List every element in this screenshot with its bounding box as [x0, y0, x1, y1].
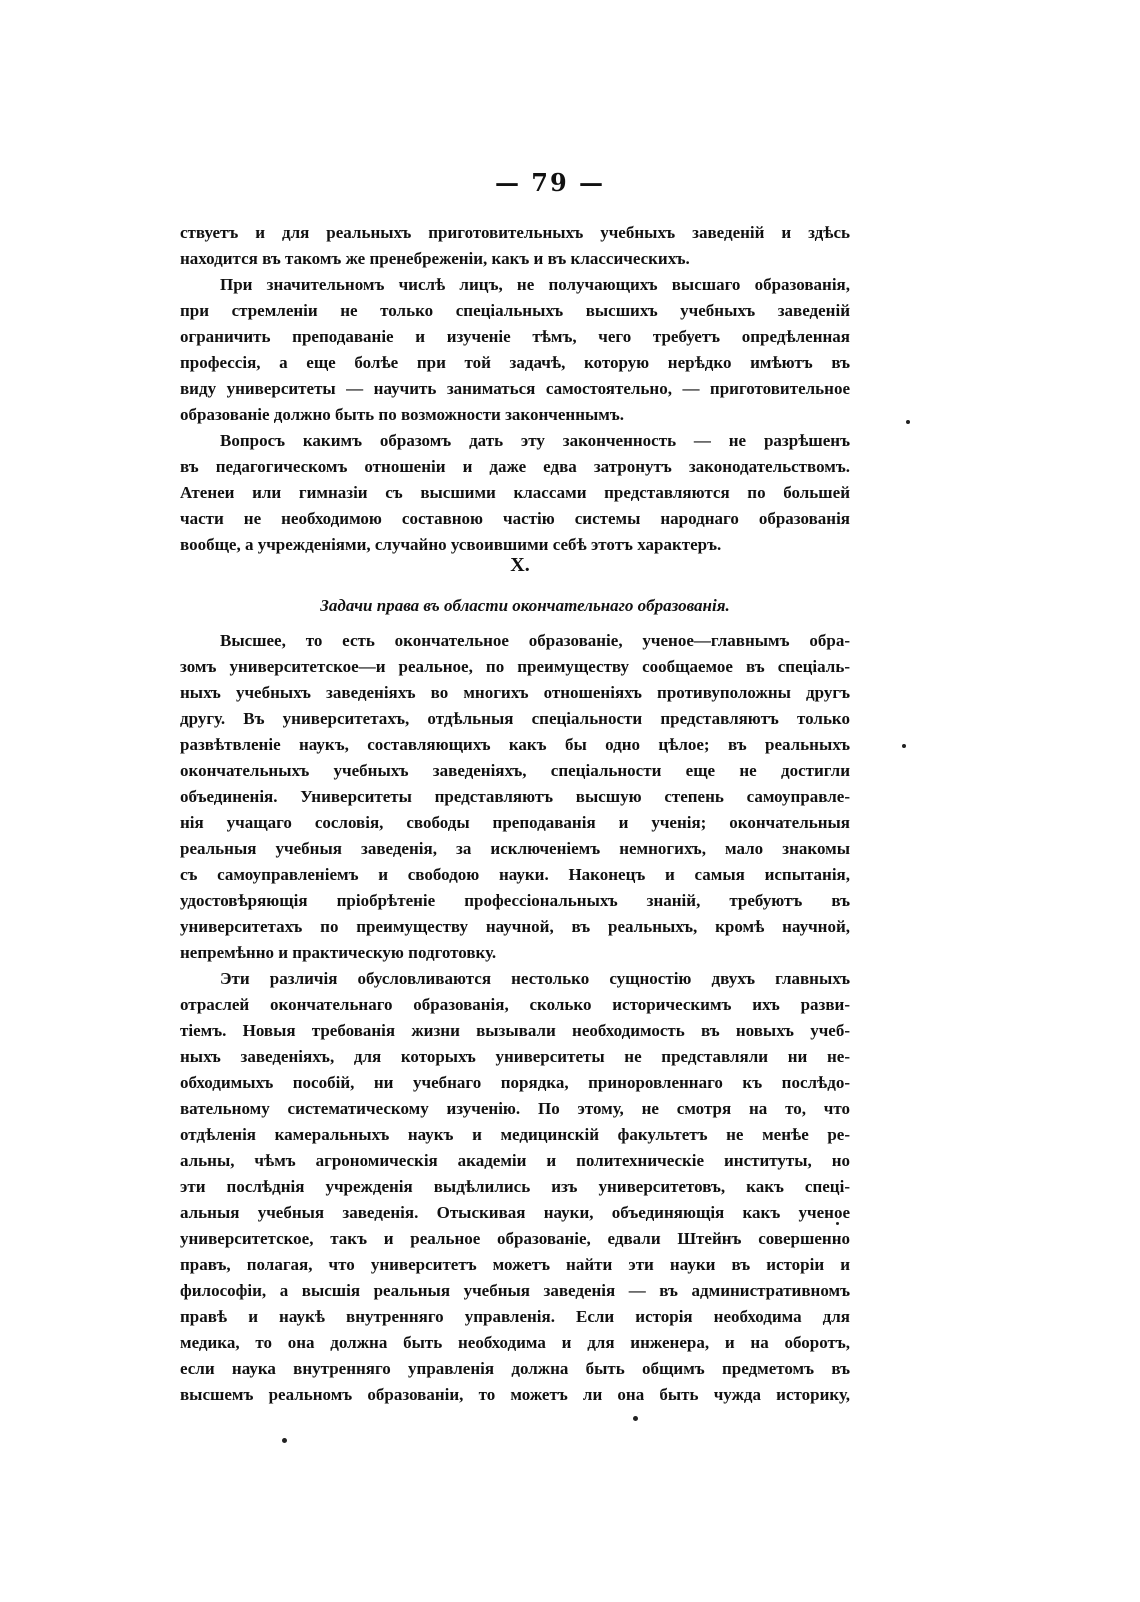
text-line: если наука внутренняго управленія должна быть общимъ предметомъ въ — [180, 1359, 850, 1378]
text-line: вообще, а учрежденіями, случайно усвоившими себѣ этотъ характеръ. — [180, 535, 722, 554]
text-line: другу. Въ университетахъ, отдѣльныя спеціальности представляютъ только — [180, 709, 850, 728]
scan-speck — [633, 1416, 638, 1421]
text-line: Эти различія обусловливаются нестолько сущностію двухъ главныхъ — [220, 969, 850, 988]
text-line: альны, чѣмъ агрономическія академіи и политехническіе институты, но — [180, 1151, 850, 1170]
scan-speck — [282, 1438, 287, 1443]
section-number: X. — [510, 554, 530, 576]
paragraph — [180, 628, 850, 966]
paragraph — [180, 966, 850, 1408]
scan-speck — [836, 1222, 839, 1225]
text-line: При значительномъ числѣ лицъ, не получающихъ высшаго образованія, — [220, 275, 850, 294]
text-line: отраслей окончательнаго образованія, сколько историческимъ ихъ разви- — [180, 995, 850, 1014]
text-line: высшемъ реальномъ образованіи, то можетъ ли она быть чужда историку, — [180, 1385, 850, 1404]
text-line: находится въ такомъ же пренебреженіи, какъ и въ классическихъ. — [180, 249, 690, 268]
text-line: образованіе должно быть по возможности законченнымъ. — [180, 405, 625, 424]
text-line: реальныя учебныя заведенія, за исключеніемъ немногихъ, мало знакомы — [180, 839, 850, 858]
paragraph — [180, 220, 850, 272]
text-line: профессія, а еще болѣе при той задачѣ, которую нерѣдко имѣютъ въ — [180, 353, 850, 372]
text-line: ограничить преподаваніе и изученіе тѣмъ, чего требуетъ опредѣленная — [180, 327, 850, 346]
text-line: обходимыхъ пособій, ни учебнаго порядка, приноровленнаго къ послѣдо- — [180, 1073, 850, 1092]
text-line: эти послѣднія учрежденія выдѣлились изъ университетовъ, какъ спеці- — [180, 1177, 850, 1196]
page-number: — 79 — — [494, 168, 606, 197]
paragraph — [180, 428, 850, 558]
text-line: ствуетъ и для реальныхъ приготовительныхъ учебныхъ заведеній и здѣсь — [180, 223, 850, 242]
text-line: при стремленіи не только спеціальныхъ высшихъ учебныхъ заведеній — [180, 301, 850, 320]
text-line: ныхъ заведеніяхъ, для которыхъ университеты не представляли ни не- — [180, 1047, 850, 1066]
text-line: окончательныхъ учебныхъ заведеніяхъ, спеціальности еще не достигли — [180, 761, 850, 780]
scan-speck — [902, 744, 906, 748]
text-line: непремѣнно и практическую подготовку. — [180, 943, 497, 962]
text-line: Вопросъ какимъ образомъ дать эту законченность — не разрѣшенъ — [220, 431, 850, 450]
text-line: виду университеты — научить заниматься самостоятельно, — приготовительное — [180, 379, 850, 398]
intro-text — [180, 220, 850, 558]
text-line: въ педагогическомъ отношеніи и даже едва затронутъ законодательствомъ. — [180, 457, 850, 476]
text-line: отдѣленія камеральныхъ наукъ и медицинскій факультетъ не менѣе ре- — [180, 1125, 850, 1144]
paragraph — [180, 272, 850, 428]
text-line: развѣтвленіе наукъ, составляющихъ какъ бы одно цѣлое; въ реальныхъ — [180, 735, 850, 754]
body-text — [180, 628, 850, 1408]
text-line: нія учащаго сословія, свободы преподаванія и ученія; окончательныя — [180, 813, 850, 832]
section-title: Задачи права въ области окончательнаго образованія. — [320, 596, 730, 615]
text-line: Атенеи или гимназіи съ высшими классами представляются по большей — [180, 483, 850, 502]
scan-speck — [906, 420, 910, 424]
text-line: удостовѣряющія пріобрѣтеніе профессіональныхъ знаній, требуютъ въ — [180, 891, 850, 910]
text-line: вательному систематическому изученію. По этому, не смотря на то, что — [180, 1099, 850, 1118]
text-line: объединенія. Университеты представляютъ высшую степень самоуправле- — [180, 787, 850, 806]
text-line: медика, то она должна быть необходима и для инженера, и на оборотъ, — [180, 1333, 850, 1352]
text-line: университетское, такъ и реальное образованіе, едвали Штейнъ совершенно — [180, 1229, 850, 1248]
text-line: Высшее, то есть окончательное образованіе, ученое—главнымъ обра- — [220, 631, 850, 650]
text-line: зомъ университетское—и реальное, по преимуществу сообщаемое въ спеціаль- — [180, 657, 850, 676]
text-line: правъ, полагая, что университетъ можетъ найти эти науки въ исторіи и — [180, 1255, 850, 1274]
text-line: части не необходимою составною частію системы народнаго образованія — [180, 509, 850, 528]
text-line: тіемъ. Новыя требованія жизни вызывали необходимость въ новыхъ учеб- — [180, 1021, 850, 1040]
text-line: ныхъ учебныхъ заведеніяхъ во многихъ отношеніяхъ противуположны другъ — [180, 683, 850, 702]
text-line: университетахъ по преимуществу научной, въ реальныхъ, кромѣ научной, — [180, 917, 850, 936]
text-line: философіи, а высшія реальныя учебныя заведенія — въ административномъ — [180, 1281, 850, 1300]
text-line: съ самоуправленіемъ и свободою науки. Наконецъ и самыя испытанія, — [180, 865, 850, 884]
text-line: альныя учебныя заведенія. Отыскивая науки, объединяющія какъ ученое — [180, 1203, 850, 1222]
text-line: правѣ и наукѣ внутренняго управленія. Если исторія необходима для — [180, 1307, 850, 1326]
